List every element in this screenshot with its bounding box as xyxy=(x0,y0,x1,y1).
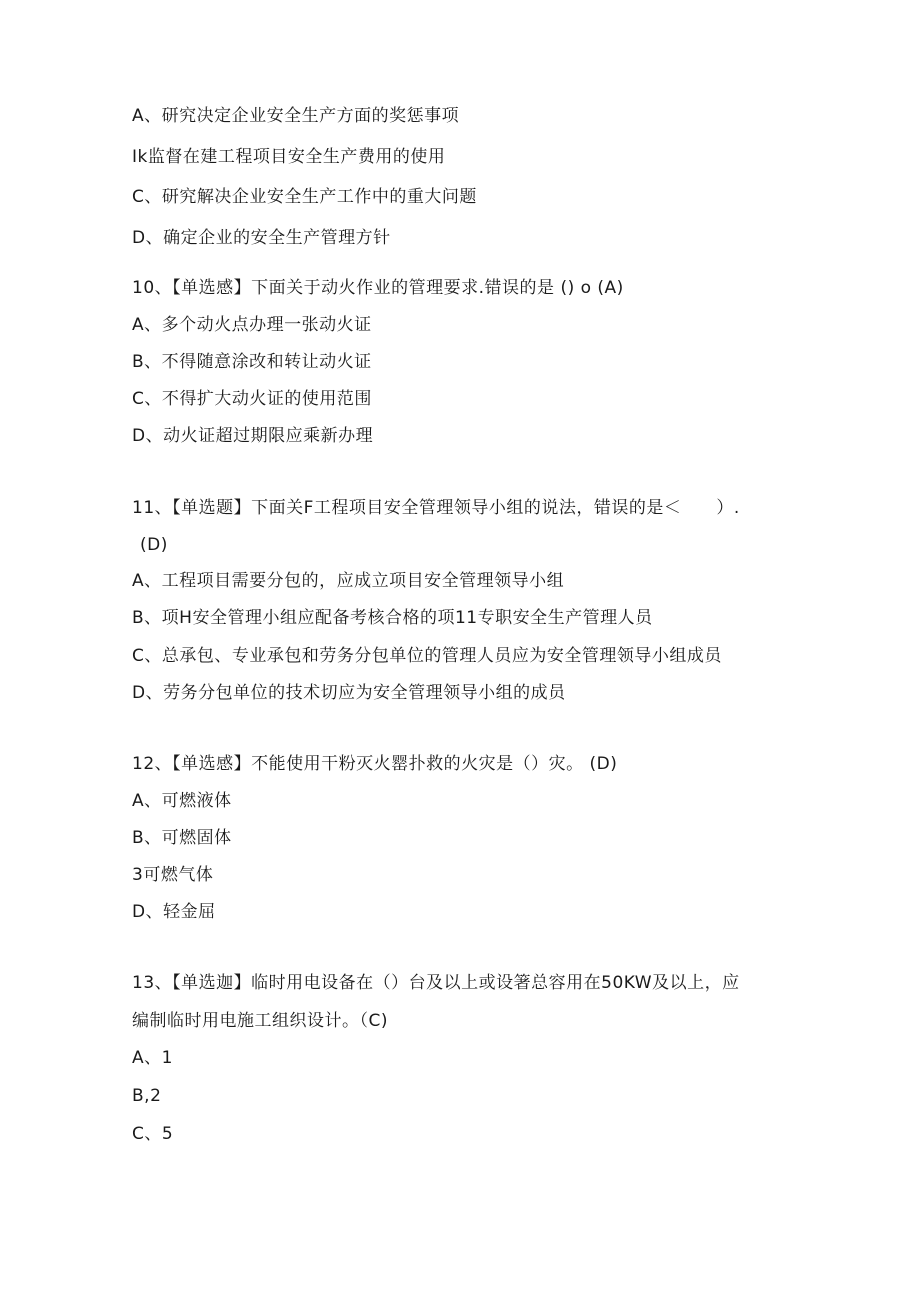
q12-question: 12、【单选感】不能使用干粉灭火罂扑救的火灾是（）灾。 (D) xyxy=(132,754,618,774)
q11-option-b: B、项H安全管理小组应配备考核合格的项11专职安全生产管理人员 xyxy=(132,608,653,628)
q10-option-b: B、不得随意涂改和转让动火证 xyxy=(132,352,372,372)
q12-option-d: D、轻金屈 xyxy=(132,902,216,922)
q13-question: 13、【单选迦】临时用电设备在（）台及以上或设箸总容用在50KW及以上，应 xyxy=(132,973,740,993)
q13-option-c: C、5 xyxy=(132,1124,174,1144)
q9-option-a: A、研究决定企业安全生产方面的奖惩事项 xyxy=(132,106,460,126)
q11-option-a: A、工程项目需要分包的，应成立项目安全管理领导小组 xyxy=(132,571,565,591)
q9-option-b: Ik监督在建工程项目安全生产费用的使用 xyxy=(132,147,446,167)
q13-option-a: A、1 xyxy=(132,1048,173,1068)
q11-question: 11、【单选题】下面关F工程项目安全管理领导小组的说法，错误的是＜ ）. xyxy=(132,498,740,518)
q11-option-c: C、总承包、专业承包和劳务分包单位的管理人员应为安全管理领导小组成员 xyxy=(132,646,722,666)
q11-option-d: D、劳务分包单位的技术切应为安全管理领导小组的成员 xyxy=(132,683,566,703)
q13-question-cont: 编制临时用电施工组织设计。（C) xyxy=(132,1011,389,1031)
q10-option-c: C、不得扩大动火证的使用范围 xyxy=(132,389,372,409)
q12-option-c: 3可燃气体 xyxy=(132,865,214,885)
q10-option-a: A、多个动火点办理一张动火证 xyxy=(132,315,372,335)
q12-option-b: B、可燃固体 xyxy=(132,828,232,848)
q10-question: 10、【单选感】下面关于动火作业的管理要求.错误的是 () o (A) xyxy=(132,278,624,298)
q12-option-a: A、可燃液体 xyxy=(132,791,232,811)
q9-option-d: D、确定企业的安全生产管理方针 xyxy=(132,228,391,248)
q10-option-d: D、动火证超过期限应乘新办理 xyxy=(132,426,374,446)
q11-answer: (D) xyxy=(140,535,168,555)
q9-option-c: C、研究解决企业安全生产工作中的重大问题 xyxy=(132,187,477,207)
q13-option-b: B,2 xyxy=(132,1086,162,1106)
